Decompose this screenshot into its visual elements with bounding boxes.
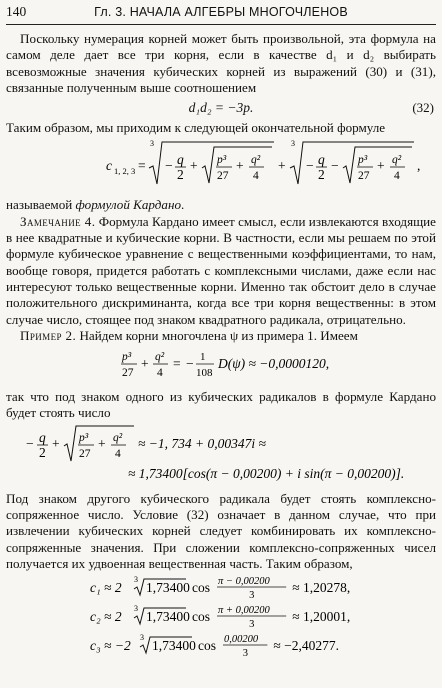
remark-4 <box>6 214 436 328</box>
complex-expression <box>6 422 436 486</box>
disc-one: 1 <box>200 351 206 364</box>
example-2 <box>6 328 436 344</box>
example-text: Найдем корни многочлена ψ из примера 1. Имеем <box>76 327 358 343</box>
disc-p3-num: p³ <box>122 351 132 364</box>
cx-approx-1: ≈ −1, 734 + 0,00347i ≈ <box>138 435 266 451</box>
equation-32-formula: d₁d₂ = −3p. <box>188 100 254 116</box>
paragraph-1: Поскольку нумерация корней может быть произвольной, эта формула на самом деле дает все три корня, если в качестве d₁ и d₂ выбирать всевозможные значения кубических корней из выражений (30) и (31), связанные полученным выше соотношением <box>6 31 436 95</box>
minus-2: − <box>306 158 314 174</box>
root-3-lhs: c₃ ≈ −2 <box>90 638 131 654</box>
example-label: Пример 2. <box>20 327 77 343</box>
root-3-result: ≈ −2,40277. <box>273 638 340 654</box>
frac-p3-den-1: 27 <box>217 170 229 183</box>
root-1-index: 3 <box>134 575 138 585</box>
disc-discriminant: D(ψ) ≈ −0,0000120, <box>218 356 330 372</box>
root-2-index: 3 <box>134 604 138 614</box>
disc-p3-den: 27 <box>122 367 134 380</box>
plus-3: + <box>278 158 286 174</box>
cardano-formula <box>6 136 436 192</box>
root-3-index: 3 <box>140 633 144 643</box>
cube-root-index-2: 3 <box>291 139 295 149</box>
root-3-frac-num: 0,00200 <box>224 634 259 646</box>
discriminant-equation <box>6 344 436 384</box>
formula-lhs-subscript: 1, 2, 3 <box>114 166 136 177</box>
paragraph-2: Таким образом, мы приходим к следующей окончательной формуле <box>6 120 386 136</box>
root-2-frac-num: π + 0,00200 <box>218 605 270 617</box>
root-2-cos: cos <box>192 609 210 625</box>
root-1-cos: cos <box>192 580 210 596</box>
frac-q2-num-2: q² <box>392 154 402 167</box>
plus-2: + <box>236 158 244 174</box>
chapter-title: Гл. 3. НАЧАЛА АЛГЕБРЫ МНОГОЧЛЕНОВ <box>94 5 348 19</box>
equation-32-number: (32) <box>412 100 434 116</box>
cx-p3-den: 27 <box>79 447 91 460</box>
remark-label: Замечание 4. <box>20 213 96 229</box>
plus-4: + <box>377 158 385 174</box>
root-1-frac-num: π − 0,00200 <box>218 576 270 588</box>
disc-minus: − <box>186 356 194 372</box>
frac-q-den-1: 2 <box>177 167 184 183</box>
disc-108: 108 <box>196 367 213 380</box>
paragraph-4: так что под знаком одного из кубических радикалов в формуле Кардано будет стоять число <box>6 389 436 421</box>
frac-q-num-1: q <box>177 152 184 168</box>
cube-root-index-1: 3 <box>150 139 154 149</box>
cx-q-den: 2 <box>39 444 46 460</box>
paragraph-3-prefix: называемой <box>6 197 76 213</box>
frac-q2-num-1: q² <box>251 154 261 167</box>
roots-equations <box>6 572 436 664</box>
frac-p3-num-2: p³ <box>358 154 368 167</box>
frac-q2-den-2: 4 <box>394 170 400 183</box>
root-3-frac-den: 3 <box>242 648 248 660</box>
cx-plus-2: + <box>98 435 106 451</box>
paragraph-3-suffix: . <box>181 197 185 213</box>
paragraph-5: Под знаком другого кубического радикала будет стоять комплексно-сопряженное число. Условие (32) означает в данном случае, что при извлечении кубических корней следует комбинировать их комплексно-сопряженные значения. При сложении комплексно-сопряженных чисел получается их удвоенная вещественная часть. Таким образом, <box>6 490 436 571</box>
root-2-lhs: c₂ ≈ 2 <box>90 609 122 625</box>
root-1-result: ≈ 1,20278, <box>292 580 351 596</box>
frac-q-num-2: q <box>318 152 325 168</box>
root-2-result: ≈ 1,20001, <box>292 609 351 625</box>
cx-minus: − <box>26 435 34 451</box>
disc-q2-den: 4 <box>157 367 163 380</box>
cx-p3-num: p³ <box>79 431 89 444</box>
cx-trig-form: ≈ 1,73400[cos(π − 0,00200) + i sin(π − 0,00200)]. <box>128 465 405 481</box>
disc-q2-num: q² <box>155 351 165 364</box>
paragraph-3 <box>6 197 436 213</box>
running-header <box>6 4 436 25</box>
minus-1: − <box>165 158 173 174</box>
frac-p3-den-2: 27 <box>358 170 370 183</box>
frac-q-den-2: 2 <box>318 167 325 183</box>
remark-text: Формула Кардано имеет смысл, если извлекаются входящие в нее квадратные и кубические корни. В частности, если мы решаем по этой формуле кубическое уравнение с вещественными коэффициентами, то нам, вообще говоря, придется работать с комплексными числами, даже если нас интересуют только вещественные корни. Именно так обстоит дело в случае положительного дискриминанта, когда все три корня вещественны: в этом случае число, стоящее под знаком квадратного радикала, отрицательно. <box>6 213 436 327</box>
frac-q2-den-1: 4 <box>253 170 259 183</box>
equation-32 <box>6 96 436 120</box>
cx-plus: + <box>52 435 60 451</box>
cardano-term: формулой Кардано <box>75 197 181 213</box>
root-1-lhs: c₁ ≈ 2 <box>90 580 122 596</box>
cx-q-num: q <box>39 429 46 445</box>
page-number: 140 <box>6 4 27 19</box>
cx-q2-num: q² <box>113 431 123 444</box>
minus-3: − <box>331 158 339 174</box>
root-3-cos: cos <box>198 638 216 654</box>
plus-1: + <box>190 158 198 174</box>
root-1-frac-den: 3 <box>249 590 255 602</box>
frac-p3-num-1: p³ <box>217 154 227 167</box>
disc-plus: + <box>141 356 149 372</box>
formula-equals: = <box>138 158 146 174</box>
disc-equals: = <box>173 356 181 372</box>
cx-q2-den: 4 <box>115 447 121 460</box>
root-2-frac-den: 3 <box>249 619 255 631</box>
root-2-radicand: 1,73400 <box>146 609 190 625</box>
formula-lhs: c <box>106 158 112 174</box>
root-1-radicand: 1,73400 <box>146 580 190 596</box>
root-3-radicand: 1,73400 <box>152 638 196 654</box>
formula-comma: , <box>417 158 421 174</box>
